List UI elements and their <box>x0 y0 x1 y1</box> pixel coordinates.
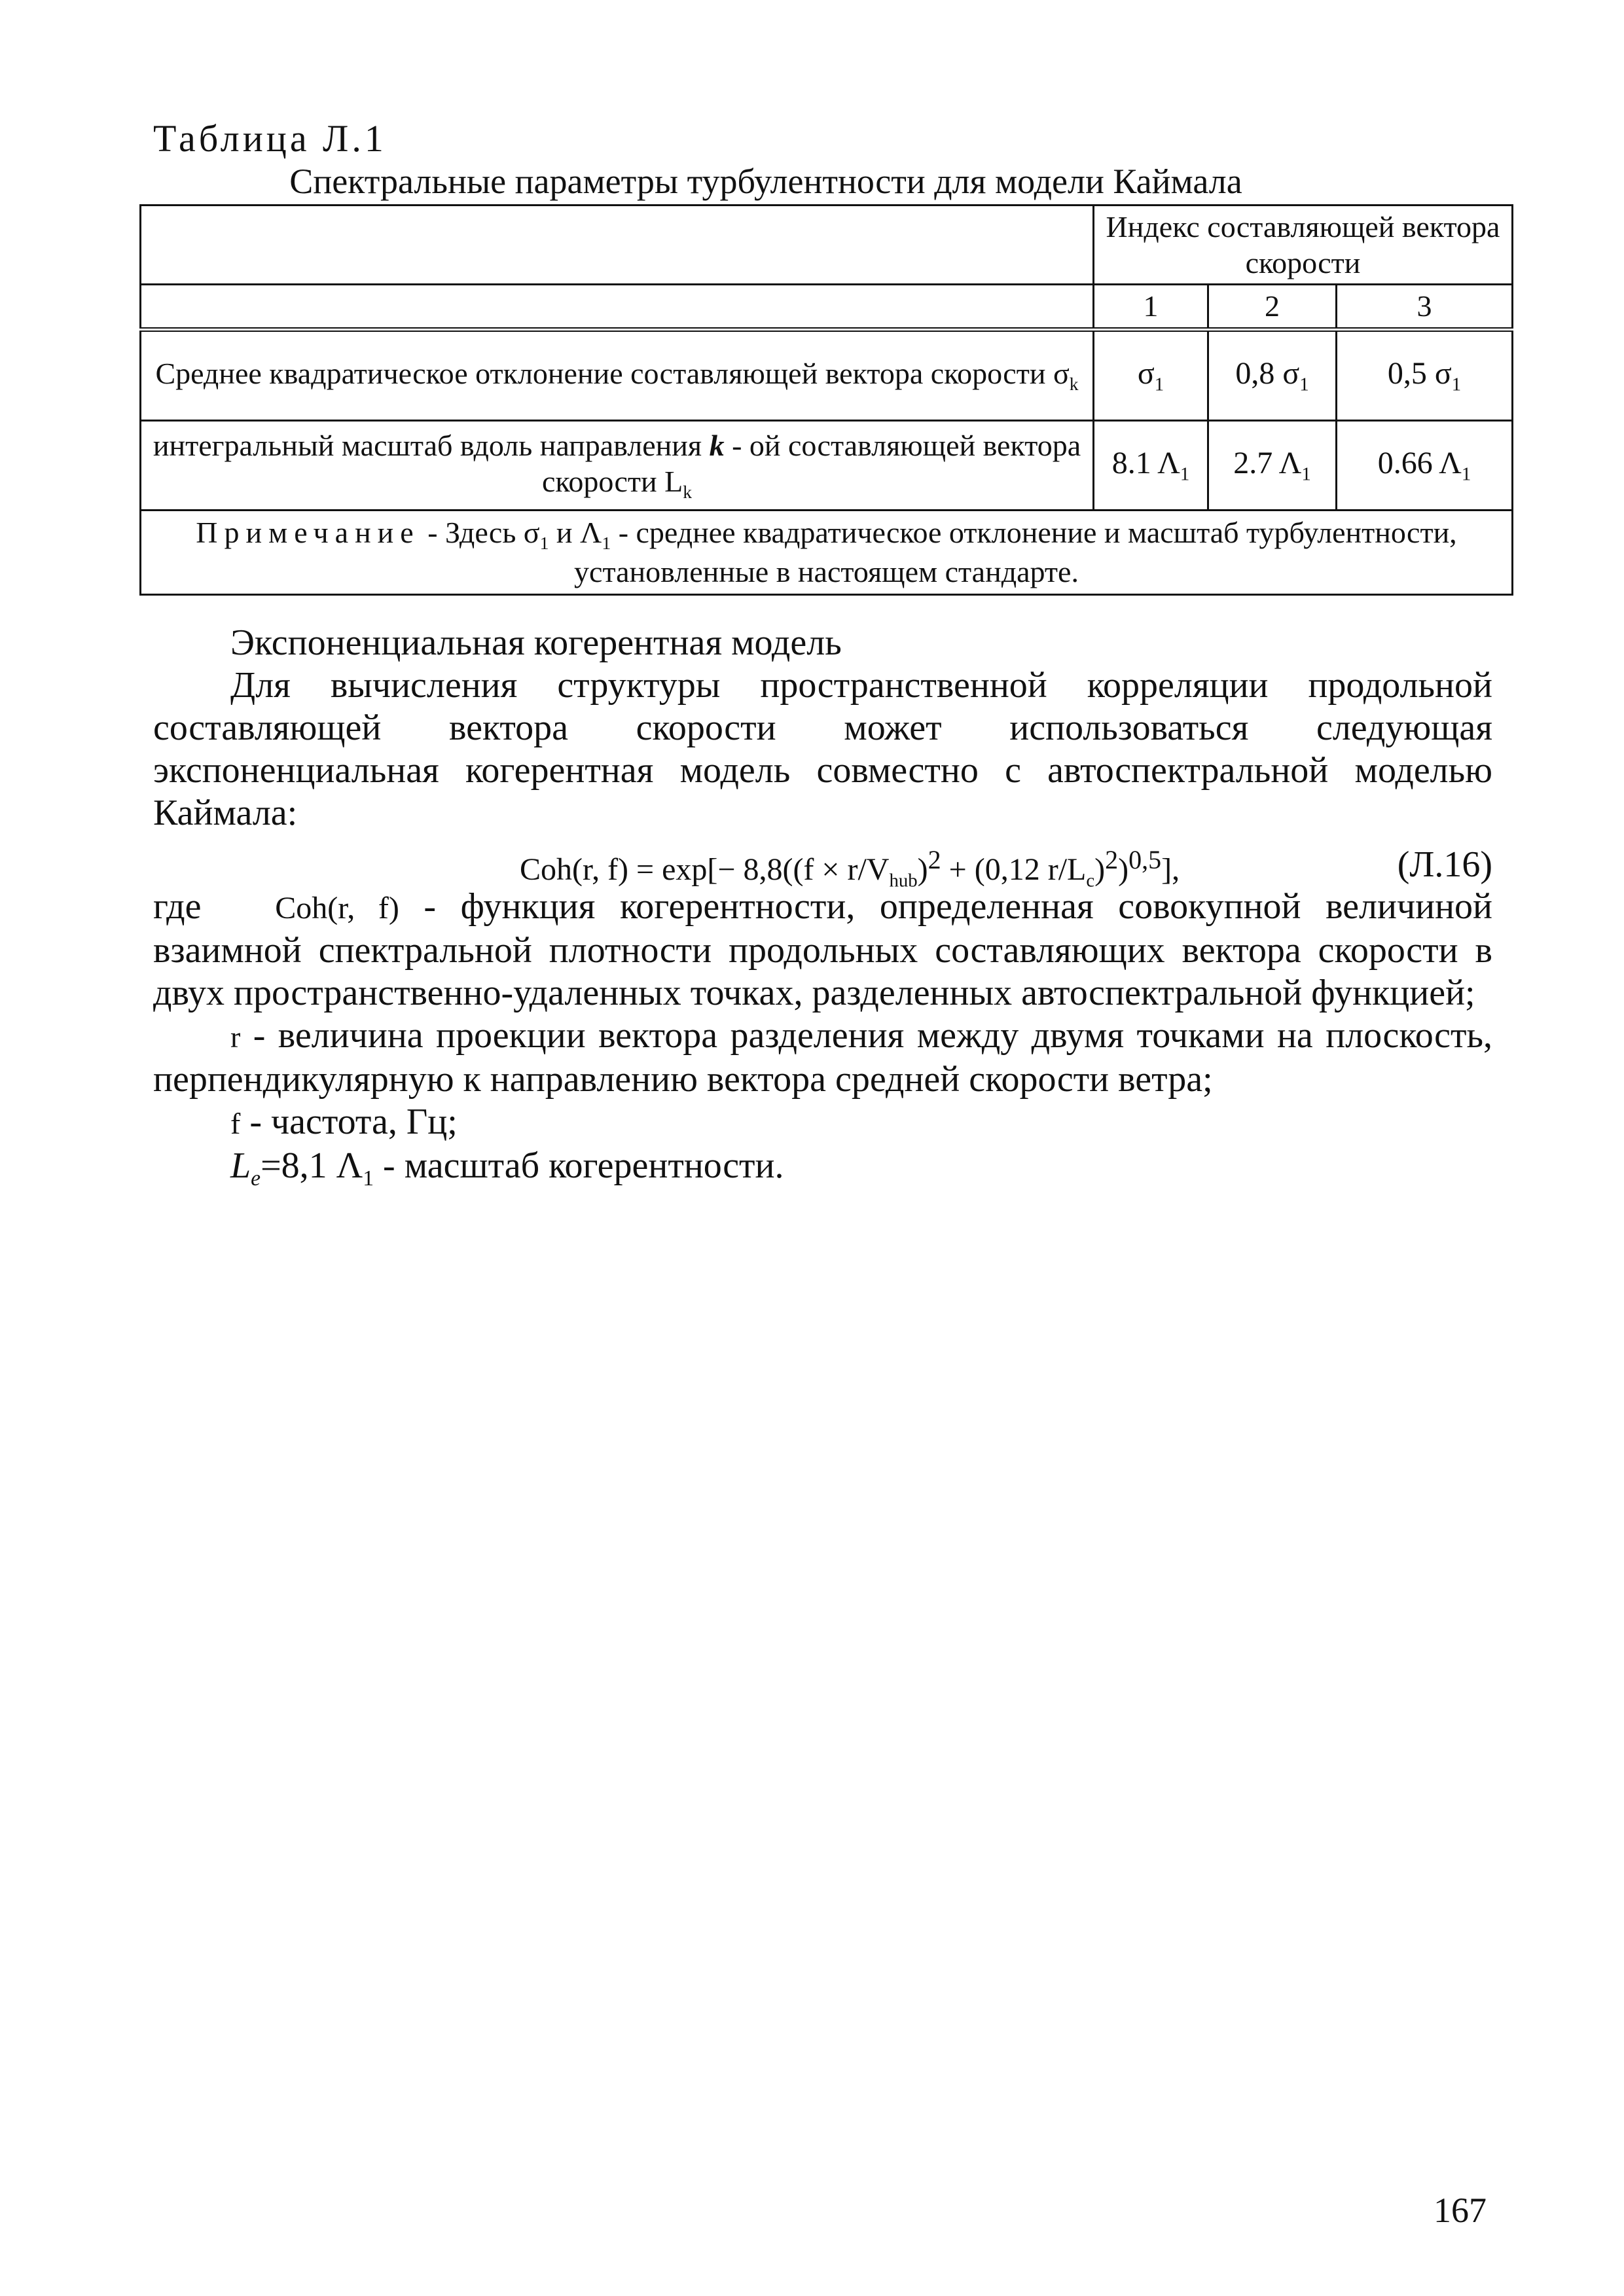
param-text: Среднее квадратическое отклонение составляющей вектора скорости σ <box>155 357 1070 391</box>
note-prefix: Примечание <box>196 515 420 549</box>
table-index-row <box>141 285 1513 329</box>
where-coh-paragraph: где Coh(r, f) - функция когерентности, определенная совокупной величиной взаимной спектральной плотности продольных составляющих вектора скорости в двух пространственно-удаленных точках, разделенных автоспектральной функцией; <box>153 886 1493 1013</box>
table-header-row <box>141 206 1513 285</box>
coherence-formula: Coh(r, $f) = \exp[- 8,8((f \times r/V_{hub})^2 + (0,12$ $r/L_c)^2)^{0,5}$], <box>520 845 1180 891</box>
table-note-row <box>141 510 1513 594</box>
value-cell: 8.1 $\Lambda_1$ <box>1094 420 1208 510</box>
table-index-3: 3 <box>1337 285 1513 329</box>
table-index-1: 1 <box>1094 285 1208 329</box>
value-cell: 0,8 $\sigma_1$ <box>1208 329 1337 420</box>
value-cell: 2.7 $\Lambda_1$ <box>1208 420 1337 510</box>
table-row-integral-scale <box>141 420 1513 510</box>
equation-number: (Л.16) <box>1397 844 1492 885</box>
value-cell: 0.66 $\Lambda_1$ <box>1337 420 1513 510</box>
table-header-index: Индекс составляющей вектора скорости <box>1094 206 1513 285</box>
value-cell: 0,5 $\sigma_1$ <box>1337 329 1513 420</box>
where-f-paragraph: f - частота, Гц; <box>230 1102 458 1142</box>
param-subscript: k <box>1069 374 1079 395</box>
table-note: Примечание - Здесь $\sigma_1$ и $\Lambda_1$ - среднее квадратическое отклонение и масштаб турбулентности, установленные в настоящем стандарте. <box>141 510 1513 594</box>
intro-paragraph: Для вычисления структуры пространственной корреляции продольной составляющей вектора скорости может использоваться следующая экспоненциальная когерентная модель совместно с автоспектральной моделью Каймала: <box>153 665 1492 833</box>
table-index-empty-cell <box>141 285 1094 329</box>
coherence-formula-line <box>153 834 1492 891</box>
table-caption: Спектральные параметры турбулентности для модели Каймала <box>289 162 1242 201</box>
section-heading: Экспоненциальная когерентная модель <box>230 622 842 663</box>
row-param-integral-scale: интегральный масштаб вдоль направления k - ой составляющей вектора скорости $L_k$ <box>141 420 1094 510</box>
page-number: 167 <box>1434 2191 1487 2230</box>
turbulence-parameters-table <box>139 204 1513 596</box>
where-r-paragraph: r - величина проекции вектора разделения между двумя точками на плоскость, перпендикулярную к направлению вектора средней скорости ветра; <box>153 1015 1492 1100</box>
body-text <box>153 622 1492 1200</box>
value-cell: $\sigma_1$ <box>1094 329 1208 420</box>
table-label: Таблица Л.1 <box>153 117 387 160</box>
table-row-std-deviation <box>141 329 1513 420</box>
row-param-std-deviation <box>141 329 1094 420</box>
where-le-paragraph: $L_e=8,1$ $\Lambda_1$ - масштаб когерентности. <box>230 1145 784 1191</box>
table-index-2: 2 <box>1208 285 1337 329</box>
table-header-empty-cell <box>141 206 1094 285</box>
